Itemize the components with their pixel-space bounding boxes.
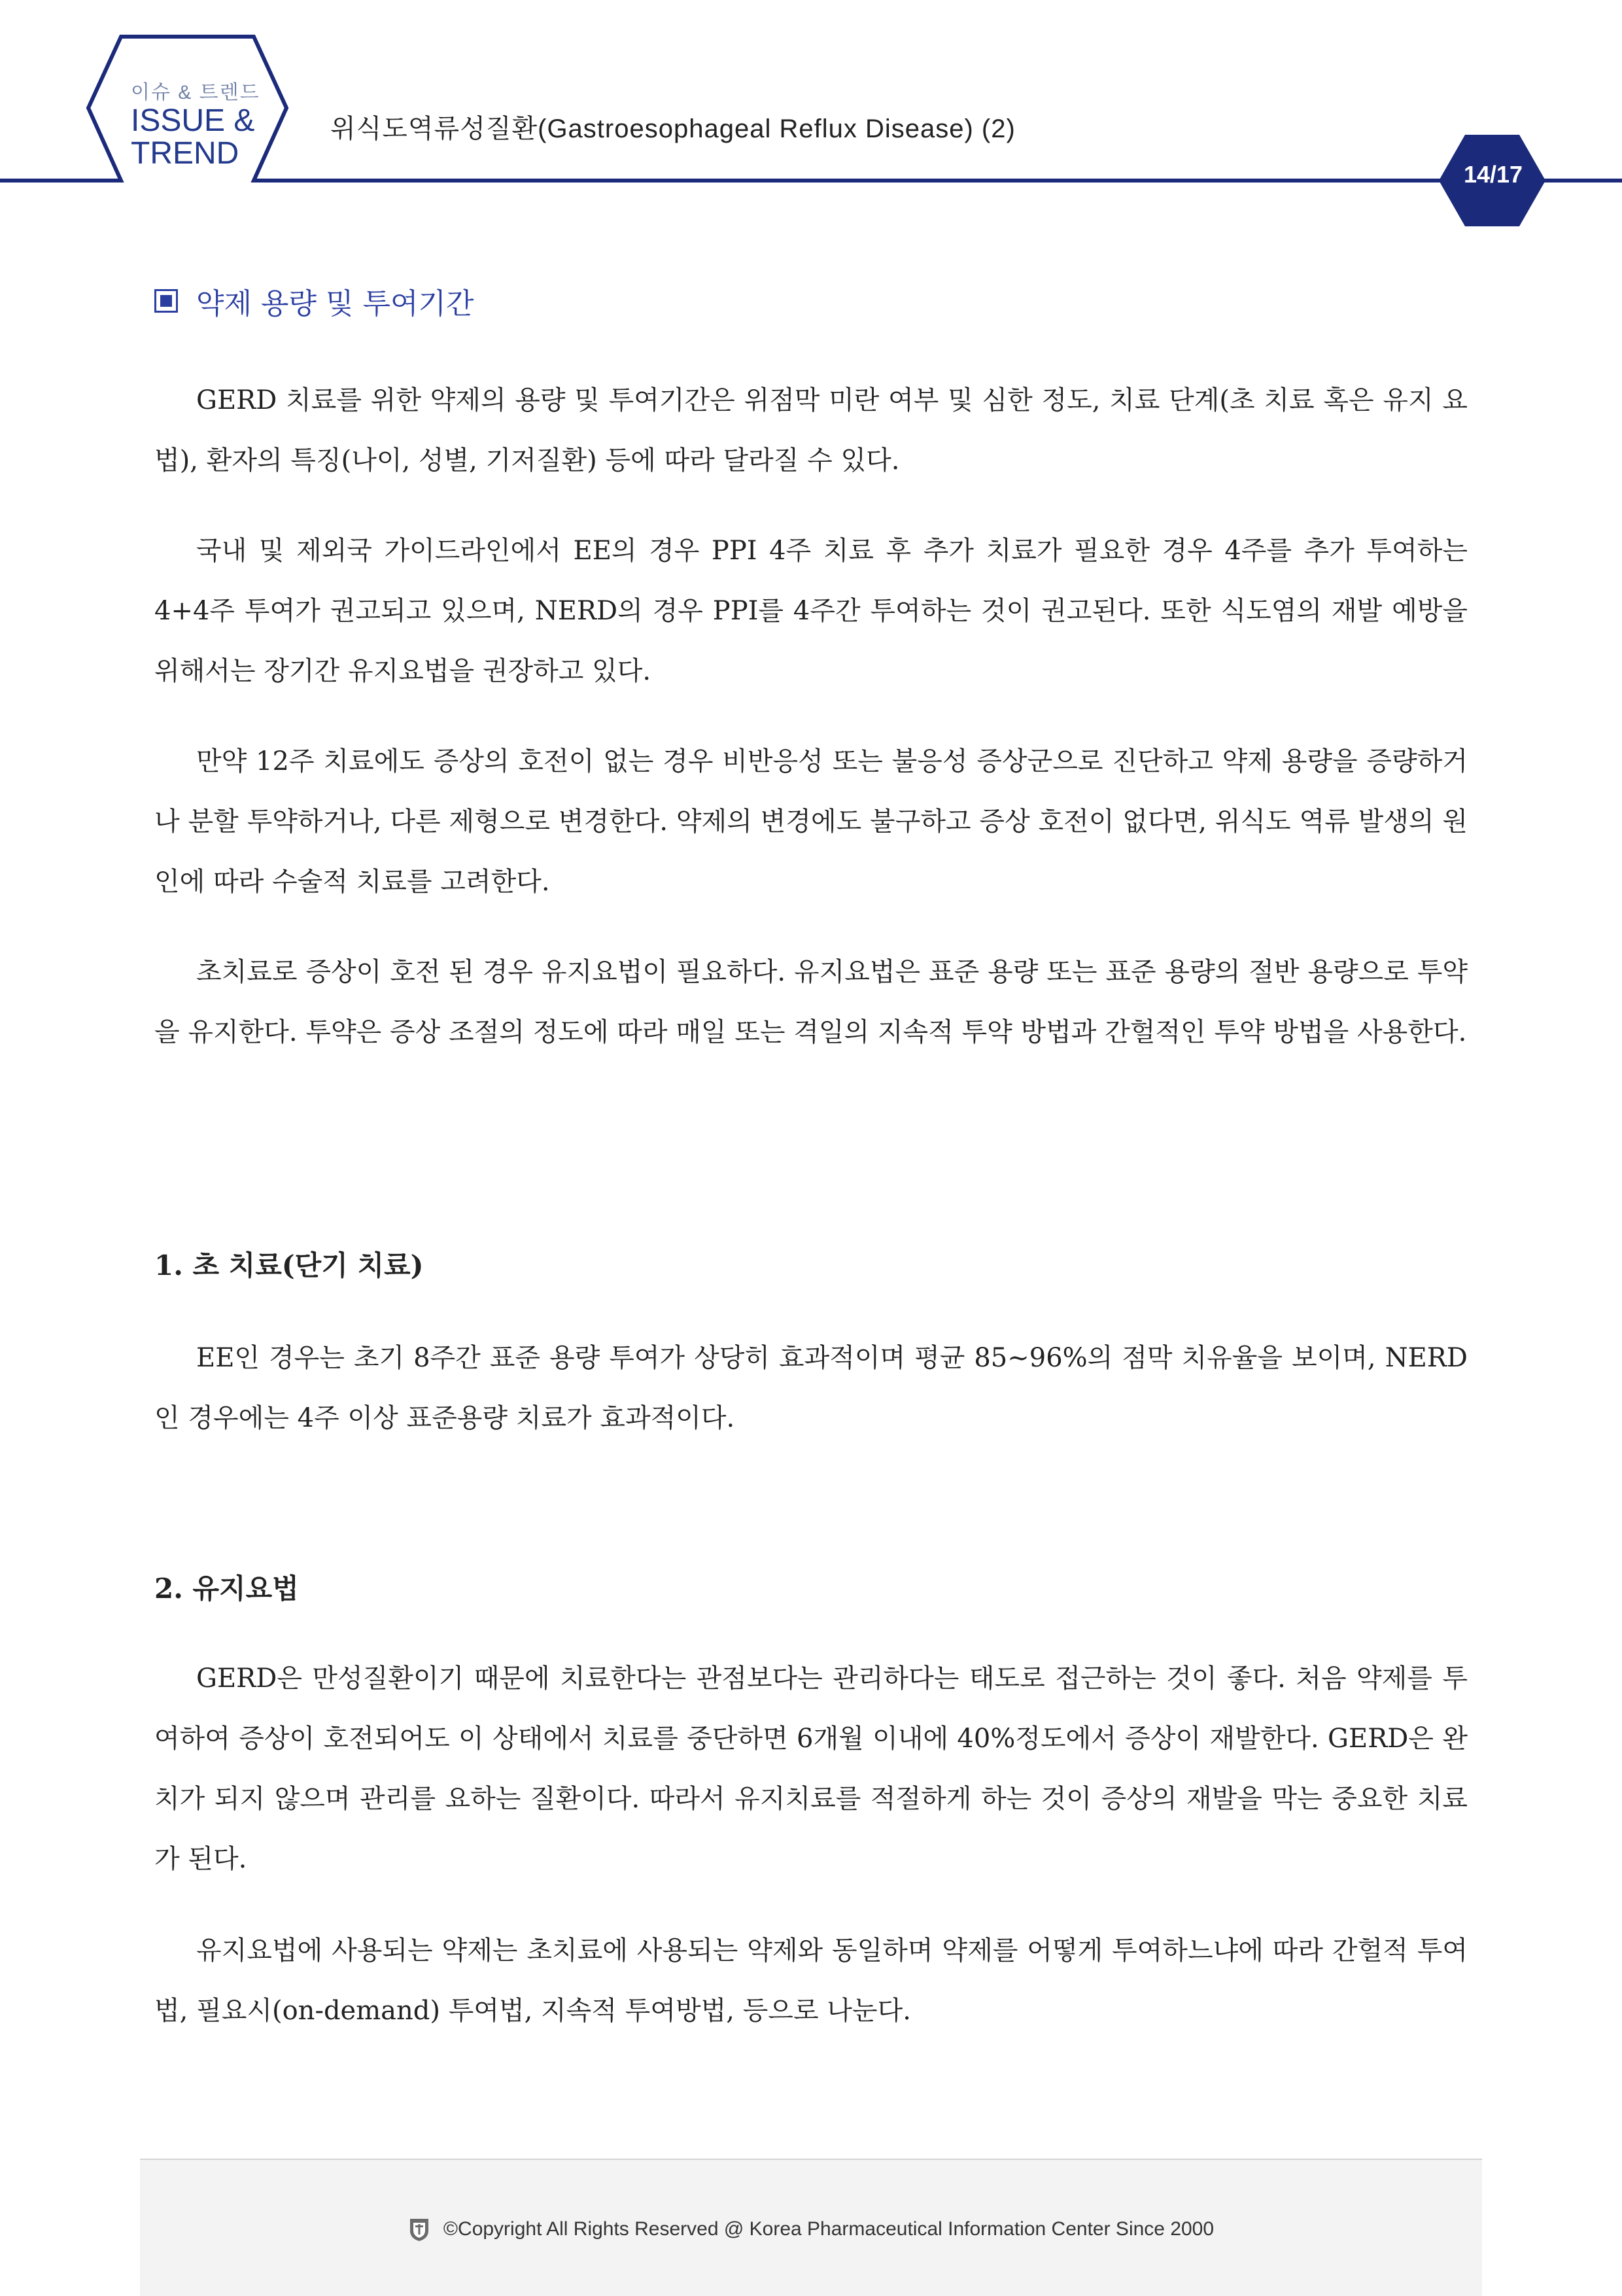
paragraph-maintenance-chronic: GERD은 만성질환이기 때문에 치료한다는 관점보다는 관리하다는 태도로 접근하는 것이 좋다. 처음 약제를 투여하여 증상이 호전되어도 이 상태에서 치료를 중단하면 6개월 이내에 40%정도에서 증상이 재발한다. GERD은 완치가 되지 않으며 관리를 요하는 질환이다. 따라서 유지치료를 적절하게 하는 것이 증상의 재발을 막는 중요한 치료가 된다. (154, 1663, 1468, 1874)
page-number: 14/17 (1463, 161, 1523, 188)
paragraph-maintenance-intro: 초치료로 증상이 호전 된 경우 유지요법이 필요하다. 유지요법은 표준 용량 또는 표준 용량의 절반 용량으로 투약을 유지한다. 투약은 증상 조절의 정도에 따라 매일 또는 격일의 지속적 투약 방법과 간헐적인 투약 방법을 사용한다. (154, 957, 1468, 1047)
paragraph-dosage-factors: GERD 치료를 위한 약제의 용량 및 투여기간은 위점막 미란 여부 및 심한 정도, 치료 단계(초 치료 혹은 유지 요법), 환자의 특징(나이, 성별, 기저질환) 등에 따라 달라질 수 있다. (154, 385, 1468, 476)
logo-korean: 이슈 & 트렌드 (131, 82, 260, 103)
section-heading-text: 약제 용량 및 투여기간 (196, 287, 474, 321)
copyright-text: ©Copyright All Rights Reserved @ Korea Pharmaceutical Information Center Since 2000 (443, 2218, 1215, 2240)
filled-square-icon (154, 289, 178, 313)
page-header (0, 0, 1622, 235)
document-title: 위식도역류성질환(Gastroesophageal Reflux Disease) (2) (330, 114, 1016, 143)
section-heading (154, 280, 474, 322)
paragraph-initial-treatment: EE인 경우는 초기 8주간 표준 용량 투여가 상당히 효과적이며 평균 85~96%의 점막 치유율을 보이며, NERD인 경우에는 4주 이상 표준용량 치료가 효과적이다. (154, 1343, 1468, 1433)
page-footer (140, 2159, 1482, 2296)
subsection-initial-treatment-heading: 1. 초 치료(단기 치료) (154, 1249, 424, 1281)
logo-trend: TREND (131, 136, 239, 171)
paragraph-refractory: 만약 12주 치료에도 증상의 호전이 없는 경우 비반응성 또는 불응성 증상군으로 진단하고 약제 용량을 증량하거나 분할 투약하거나, 다른 제형으로 변경한다. 약제의 변경에도 불구하고 증상 호전이 없다면, 위식도 역류 발생의 원인에 따라 수술적 치료를 고려한다. (154, 746, 1468, 897)
logo-issue: ISSUE & (131, 103, 255, 138)
subsection-maintenance-heading: 2. 유지요법 (154, 1573, 299, 1605)
paragraph-guidelines: 국내 및 제외국 가이드라인에서 EE의 경우 PPI 4주 치료 후 추가 치료가 필요한 경우 4주를 추가 투여하는 4+4주 투여가 권고되고 있으며, NERD의 경우 PPI를 4주간 투여하는 것이 권고된다. 또한 식도염의 재발 예방을 위해서는 장기간 유지요법을 권장하고 있다. (154, 536, 1468, 686)
paragraph-maintenance-methods: 유지요법에 사용되는 약제는 초치료에 사용되는 약제와 동일하며 약제를 어떻게 투여하느냐에 따라 간헐적 투여법, 필요시(on-demand) 투여법, 지속적 투여방법, 등으로 나눈다. (154, 1936, 1468, 2026)
emblem-icon (408, 2216, 430, 2242)
